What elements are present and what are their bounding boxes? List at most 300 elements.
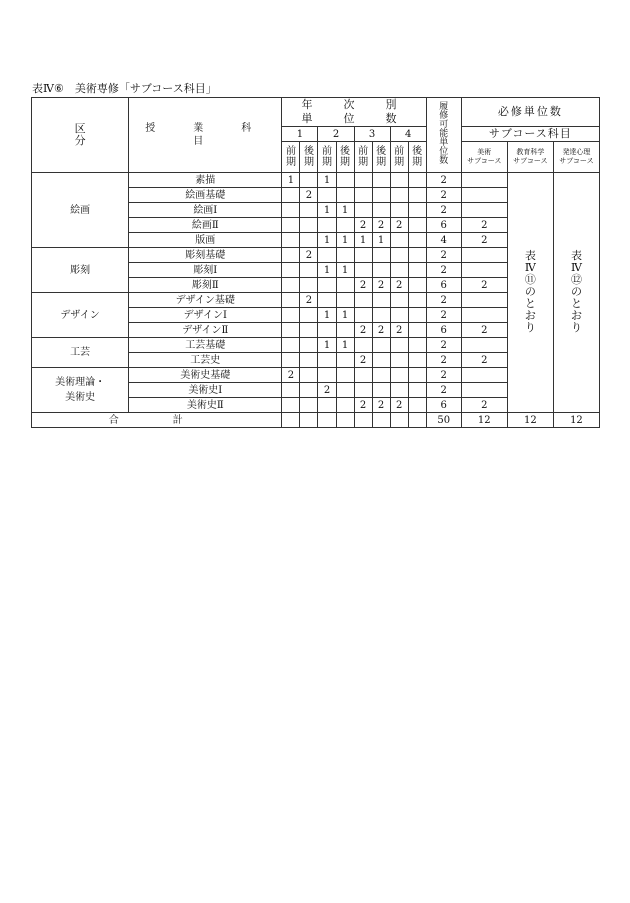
credit-value: 2 — [377, 219, 385, 231]
subject-cell — [129, 203, 282, 218]
credit-value: 2 — [377, 399, 385, 411]
credit-cell — [300, 353, 318, 368]
credit-cell — [354, 308, 372, 323]
credit-cell — [354, 218, 372, 233]
rishu-value: 2 — [440, 264, 447, 276]
credit-cell — [318, 278, 336, 293]
subject-cell — [129, 383, 282, 398]
bijutsu-value: 2 — [481, 234, 488, 246]
credit-cell — [390, 278, 408, 293]
rishu-cell — [426, 383, 461, 398]
zenki-label: 前期 — [322, 145, 332, 168]
total-bijutsu-cell — [461, 413, 507, 428]
rishu-value: 6 — [440, 279, 447, 291]
credit-cell — [372, 338, 390, 353]
bijutsu-cell — [461, 218, 507, 233]
year-header-cell — [318, 127, 354, 142]
rishu-cell — [426, 233, 461, 248]
credit-cell — [336, 308, 354, 323]
credit-cell — [300, 383, 318, 398]
bijutsu-value: 2 — [481, 279, 488, 291]
credit-cell — [372, 233, 390, 248]
credit-value: 1 — [323, 339, 331, 351]
credit-cell — [282, 263, 300, 278]
subject-cell — [129, 308, 282, 323]
credit-cell — [336, 368, 354, 383]
subject-name: 彫刻Ⅰ — [193, 264, 218, 276]
credit-cell — [300, 248, 318, 263]
credit-cell — [354, 188, 372, 203]
credit-value: 2 — [305, 249, 313, 261]
rishu-header-cell — [426, 98, 461, 173]
subject-cell — [129, 233, 282, 248]
credit-cell — [300, 173, 318, 188]
credit-value: 1 — [341, 204, 349, 216]
rishu-value: 2 — [440, 309, 447, 321]
credit-cell — [318, 308, 336, 323]
kouki-label: 後期 — [303, 145, 314, 168]
credit-cell — [408, 218, 426, 233]
bijutsu-cell — [461, 338, 507, 353]
credit-value: 2 — [359, 279, 367, 291]
credit-cell — [354, 398, 372, 413]
rishu-cell — [426, 188, 461, 203]
credit-cell — [390, 353, 408, 368]
credit-cell — [408, 188, 426, 203]
nenji-header-cell — [282, 98, 426, 127]
subject-name: デザイン基礎 — [175, 294, 235, 306]
category-cell — [32, 248, 129, 293]
credit-cell — [372, 173, 390, 188]
credit-cell — [336, 398, 354, 413]
subcourse-header-cell — [461, 127, 599, 142]
credit-cell — [282, 188, 300, 203]
bijutsu-value: 2 — [481, 399, 488, 411]
rishu-value: 2 — [440, 384, 447, 396]
rishu-cell — [426, 308, 461, 323]
credit-cell — [354, 248, 372, 263]
credit-cell — [300, 338, 318, 353]
credit-cell — [282, 278, 300, 293]
rishu-cell — [426, 278, 461, 293]
credit-cell — [282, 203, 300, 218]
subject-name: デザインⅠ — [183, 309, 227, 321]
sub-col-line1: 美術 — [477, 148, 492, 156]
rishu-cell — [426, 203, 461, 218]
credit-value: 1 — [341, 264, 349, 276]
credit-cell — [354, 173, 372, 188]
rishu-value: 2 — [440, 189, 447, 201]
credit-cell — [300, 398, 318, 413]
credit-cell — [408, 263, 426, 278]
subject-cell — [129, 188, 282, 203]
total-label: 合 計 — [108, 414, 205, 426]
credit-cell — [318, 203, 336, 218]
credit-value: 2 — [305, 294, 313, 306]
credit-cell — [390, 173, 408, 188]
rishu-value: 2 — [440, 339, 447, 351]
credit-cell — [318, 293, 336, 308]
rishu-cell — [426, 263, 461, 278]
category-header: 区 分 — [74, 121, 97, 147]
credit-value: 2 — [395, 219, 403, 231]
subject-name: 工芸史 — [190, 354, 221, 366]
total-empty-cell — [372, 413, 390, 428]
subject-cell — [129, 263, 282, 278]
total-empty-cell — [282, 413, 300, 428]
subject-name: デザインⅡ — [182, 324, 229, 336]
total-hattatsu-cell — [553, 413, 599, 428]
credit-value: 1 — [287, 174, 295, 186]
bijutsu-cell — [461, 173, 507, 188]
credit-cell — [408, 233, 426, 248]
bijutsu-value: 2 — [481, 324, 488, 336]
subject-name: 素描 — [195, 174, 216, 186]
kouki-label: 後期 — [340, 145, 351, 168]
sub-col-line1: 発達心理 — [562, 148, 591, 156]
bijutsu-cell — [461, 383, 507, 398]
credit-cell — [354, 323, 372, 338]
rishu-cell — [426, 398, 461, 413]
credit-value: 2 — [395, 399, 403, 411]
kouki-label: 後期 — [376, 145, 387, 168]
credit-cell — [354, 368, 372, 383]
credit-cell — [390, 233, 408, 248]
rishu-cell — [426, 368, 461, 383]
subject-name: 美術史Ⅱ — [186, 399, 224, 411]
credit-cell — [372, 353, 390, 368]
total-row — [32, 413, 600, 428]
credit-cell — [336, 218, 354, 233]
total-empty-cell — [390, 413, 408, 428]
rishu-cell — [426, 218, 461, 233]
credit-cell — [372, 203, 390, 218]
rishu-cell — [426, 248, 461, 263]
credit-cell — [390, 308, 408, 323]
credit-cell — [282, 323, 300, 338]
credit-value: 2 — [359, 399, 367, 411]
hattatsu-ref: 表Ⅳ⑫のとおり — [570, 249, 582, 334]
subject-cell — [129, 353, 282, 368]
credit-cell — [300, 278, 318, 293]
hisshu-header-cell — [461, 98, 599, 127]
hisshu-header: 必修単位数 — [497, 105, 563, 118]
credit-cell — [318, 323, 336, 338]
credit-cell — [336, 248, 354, 263]
zenki-header-cell — [354, 142, 372, 173]
credit-cell — [408, 203, 426, 218]
total-label-cell — [32, 413, 282, 428]
credit-value: 2 — [395, 279, 403, 291]
bijutsu-cell — [461, 308, 507, 323]
credit-cell — [318, 218, 336, 233]
credit-value: 1 — [323, 309, 331, 321]
subject-name: 彫刻基礎 — [185, 249, 226, 261]
credit-cell — [390, 368, 408, 383]
kyoiku-ref: 表Ⅳ⑪のとおり — [524, 249, 536, 334]
credit-cell — [372, 278, 390, 293]
rishu-value: 2 — [440, 354, 447, 366]
credit-cell — [354, 338, 372, 353]
credit-cell — [408, 398, 426, 413]
bijutsu-cell — [461, 278, 507, 293]
credit-cell — [300, 218, 318, 233]
subject-cell — [129, 248, 282, 263]
credit-cell — [408, 173, 426, 188]
credit-cell — [354, 293, 372, 308]
total-bijutsu-value: 12 — [477, 414, 491, 426]
category-label: 絵画 — [70, 204, 91, 216]
bijutsu-cell — [461, 368, 507, 383]
rishu-cell — [426, 173, 461, 188]
rishu-value: 2 — [440, 294, 447, 306]
subject-cell — [129, 218, 282, 233]
rishu-value: 2 — [440, 204, 447, 216]
credit-value: 1 — [323, 174, 331, 186]
credit-cell — [318, 398, 336, 413]
credit-value: 2 — [287, 369, 295, 381]
credit-cell — [282, 383, 300, 398]
bijutsu-cell — [461, 293, 507, 308]
subject-cell — [129, 278, 282, 293]
bijutsu-cell — [461, 188, 507, 203]
credit-cell — [300, 263, 318, 278]
category-label: 美術理論・美術史 — [55, 377, 106, 403]
year-header-cell — [354, 127, 390, 142]
bijutsu-cell — [461, 233, 507, 248]
credit-cell — [372, 323, 390, 338]
credit-cell — [372, 188, 390, 203]
credit-cell — [336, 278, 354, 293]
credit-cell — [318, 173, 336, 188]
credit-cell — [354, 233, 372, 248]
sub-col-line2: サブコース — [559, 157, 594, 165]
subject-cell — [129, 338, 282, 353]
total-empty-cell — [318, 413, 336, 428]
total-rishu-value: 50 — [437, 414, 451, 426]
year-header-cell — [390, 127, 426, 142]
credit-cell — [372, 308, 390, 323]
credit-value: 1 — [359, 234, 367, 246]
credit-cell — [408, 383, 426, 398]
credit-cell — [372, 398, 390, 413]
credit-value: 2 — [359, 324, 367, 336]
category-cell — [32, 293, 129, 338]
credit-value: 2 — [359, 219, 367, 231]
hattatsu-ref-cell — [553, 173, 599, 413]
nenji-header: 年 次 別 単 位 数 — [301, 98, 428, 125]
credit-cell — [318, 248, 336, 263]
zenki-label: 前期 — [358, 145, 369, 168]
credit-cell — [390, 293, 408, 308]
credit-value: 2 — [359, 354, 367, 366]
credit-cell — [300, 188, 318, 203]
credit-cell — [336, 203, 354, 218]
credit-cell — [318, 188, 336, 203]
zenki-header-cell — [282, 142, 300, 173]
sub-col-line2: サブコース — [467, 157, 502, 165]
credit-cell — [282, 353, 300, 368]
year-label: 1 — [296, 128, 304, 140]
credit-cell — [336, 233, 354, 248]
credit-cell — [318, 263, 336, 278]
subject-name: 絵画基礎 — [185, 189, 226, 201]
total-empty-cell — [336, 413, 354, 428]
credit-cell — [390, 248, 408, 263]
total-empty-cell — [408, 413, 426, 428]
category-cell — [32, 368, 129, 413]
credit-value: 2 — [395, 324, 403, 336]
bijutsu-cell — [461, 323, 507, 338]
credit-value: 2 — [377, 279, 385, 291]
subject-cell — [129, 398, 282, 413]
subject-name: 絵画Ⅰ — [193, 204, 218, 216]
credit-cell — [390, 188, 408, 203]
subject-header-cell — [129, 98, 290, 173]
credit-cell — [390, 263, 408, 278]
credit-value: 1 — [323, 264, 331, 276]
credit-cell — [372, 383, 390, 398]
credit-value: 1 — [323, 234, 331, 246]
rishu-value: 6 — [440, 324, 447, 336]
credit-value: 1 — [377, 234, 385, 246]
sub-col-header-cell — [553, 142, 599, 173]
subject-name: 彫刻Ⅱ — [191, 279, 219, 291]
kouki-header-cell — [372, 142, 390, 173]
credit-cell — [300, 308, 318, 323]
year-label: 4 — [404, 128, 412, 140]
zenki-label: 前期 — [394, 145, 405, 168]
credit-value: 1 — [341, 309, 349, 321]
credit-cell — [282, 248, 300, 263]
credit-value: 1 — [323, 204, 331, 216]
credit-value: 1 — [341, 339, 349, 351]
credit-cell — [354, 278, 372, 293]
zenki-header-cell — [318, 142, 336, 173]
total-rishu-cell — [426, 413, 461, 428]
credit-cell — [318, 383, 336, 398]
bijutsu-cell — [461, 398, 507, 413]
rishu-cell — [426, 293, 461, 308]
credit-cell — [282, 173, 300, 188]
credit-cell — [354, 353, 372, 368]
credit-cell — [408, 368, 426, 383]
category-header-cell — [32, 98, 129, 173]
category-label: 彫刻 — [70, 264, 91, 276]
subject-name: 絵画Ⅱ — [191, 219, 219, 231]
total-empty-cell — [300, 413, 318, 428]
kouki-header-cell — [336, 142, 354, 173]
credit-cell — [300, 293, 318, 308]
credit-cell — [282, 308, 300, 323]
sub-col-line1: 教育科学 — [516, 148, 545, 156]
bijutsu-cell — [461, 263, 507, 278]
subcourse-header: サブコース科目 — [488, 127, 572, 140]
credit-cell — [282, 218, 300, 233]
credit-cell — [282, 398, 300, 413]
bijutsu-cell — [461, 203, 507, 218]
credit-cell — [282, 368, 300, 383]
sub-col-header-cell — [507, 142, 553, 173]
credit-value: 2 — [377, 324, 385, 336]
rishu-cell — [426, 353, 461, 368]
credit-cell — [300, 233, 318, 248]
total-kyoiku-cell — [507, 413, 553, 428]
table-row — [32, 173, 600, 188]
course-table — [31, 97, 600, 428]
rishu-cell — [426, 323, 461, 338]
credit-value: 1 — [341, 234, 349, 246]
credit-cell — [336, 353, 354, 368]
rishu-value: 2 — [440, 369, 447, 381]
credit-cell — [408, 323, 426, 338]
credit-cell — [408, 308, 426, 323]
sub-col-header-cell — [461, 142, 507, 173]
credit-value: 2 — [305, 189, 313, 201]
header-row-1 — [32, 98, 600, 127]
credit-cell — [390, 218, 408, 233]
category-cell — [32, 173, 129, 248]
credit-cell — [336, 338, 354, 353]
zenki-header-cell — [390, 142, 408, 173]
credit-cell — [390, 398, 408, 413]
credit-cell — [318, 338, 336, 353]
zenki-label: 前期 — [285, 145, 296, 168]
subject-name: 工芸基礎 — [185, 339, 226, 351]
credit-cell — [336, 188, 354, 203]
category-cell — [32, 338, 129, 368]
credit-cell — [390, 383, 408, 398]
credit-cell — [390, 338, 408, 353]
credit-cell — [372, 248, 390, 263]
category-label: デザイン — [60, 309, 100, 321]
subject-header: 授 業 科 目 — [145, 123, 290, 147]
kouki-label: 後期 — [412, 145, 423, 168]
category-label: 工芸 — [70, 347, 91, 358]
kouki-header-cell — [300, 142, 318, 173]
bijutsu-value: 2 — [481, 354, 488, 366]
credit-cell — [336, 323, 354, 338]
credit-value: 2 — [323, 384, 331, 396]
rishu-cell — [426, 338, 461, 353]
credit-cell — [318, 353, 336, 368]
bijutsu-cell — [461, 353, 507, 368]
rishu-value: 2 — [440, 174, 447, 186]
bijutsu-value: 2 — [481, 219, 488, 231]
credit-cell — [408, 338, 426, 353]
credit-cell — [336, 263, 354, 278]
credit-cell — [336, 293, 354, 308]
credit-cell — [318, 233, 336, 248]
credit-cell — [354, 263, 372, 278]
total-empty-cell — [354, 413, 372, 428]
credit-cell — [372, 263, 390, 278]
credit-cell — [282, 233, 300, 248]
credit-cell — [372, 218, 390, 233]
rishu-value: 4 — [440, 234, 447, 246]
credit-cell — [336, 173, 354, 188]
credit-cell — [282, 293, 300, 308]
subject-cell — [129, 293, 282, 308]
rishu-value: 6 — [440, 399, 447, 411]
sub-col-line2: サブコース — [513, 157, 548, 165]
credit-cell — [408, 278, 426, 293]
kyoiku-ref-cell — [507, 173, 553, 413]
rishu-value: 6 — [440, 219, 447, 231]
credit-cell — [282, 338, 300, 353]
credit-cell — [336, 383, 354, 398]
credit-cell — [354, 203, 372, 218]
